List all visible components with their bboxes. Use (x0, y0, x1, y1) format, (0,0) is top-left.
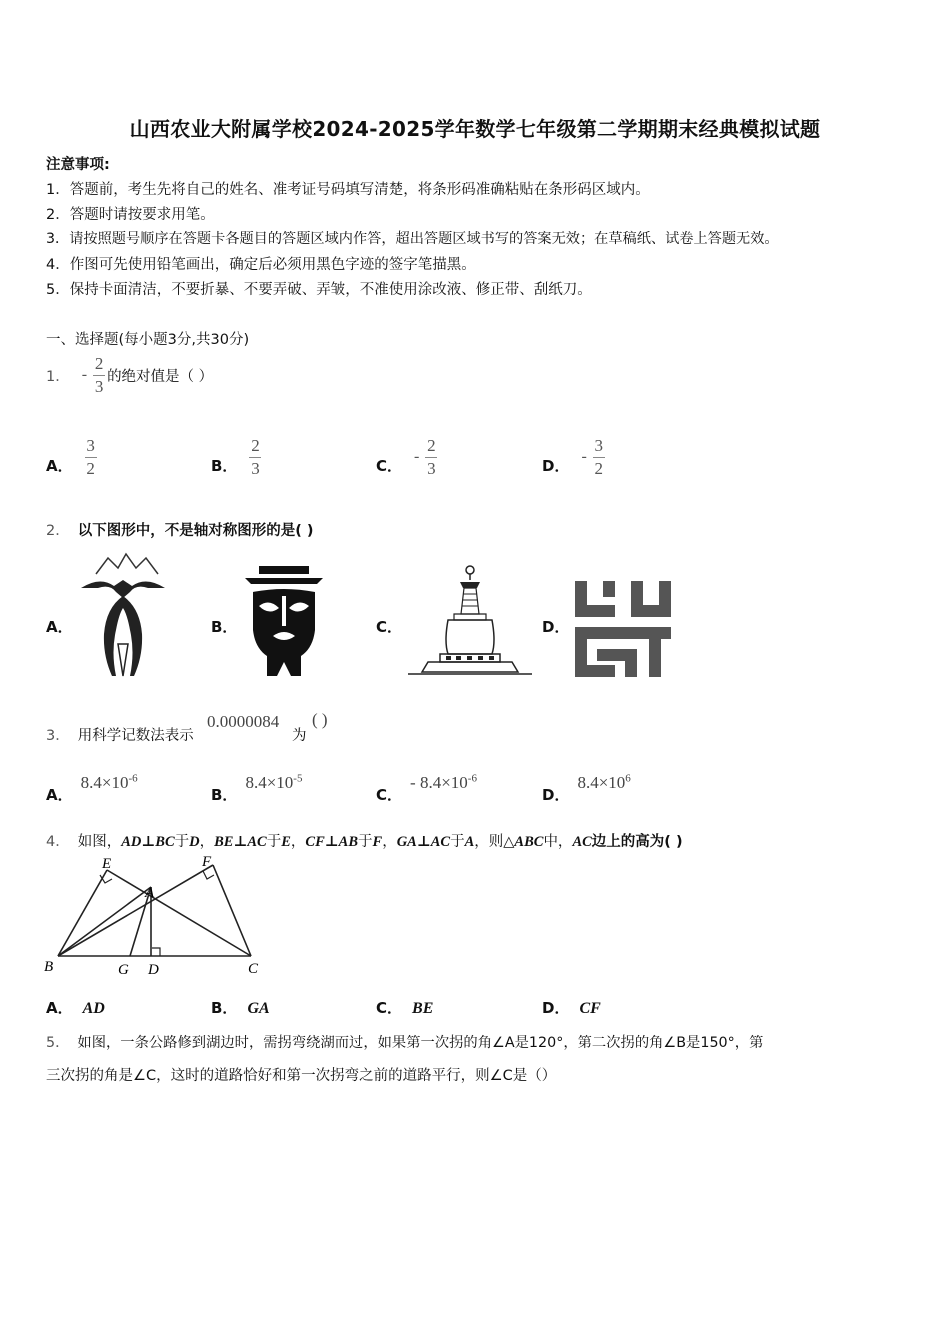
note-item: 3．请按照题号顺序在答题卡各题目的答题区域内作答，超出答题区域书写的答案无效；在草稿纸、试卷上答题无效。 (46, 231, 779, 247)
exponent: 6 (625, 772, 631, 785)
option-label: C． (376, 999, 403, 1017)
q4-option-b[interactable] (211, 997, 270, 1018)
opera-mask-figure[interactable] (243, 566, 325, 678)
fraction-bar (593, 457, 605, 458)
fraction (85, 436, 97, 478)
phoenix-tail (118, 644, 128, 676)
fraction (249, 436, 261, 478)
denominator: 2 (86, 458, 95, 478)
notes-heading: 注意事项: (46, 157, 110, 173)
exponent: -6 (467, 772, 477, 785)
triangle-figure (44, 853, 266, 981)
base-window (478, 656, 483, 660)
fraction (425, 436, 437, 478)
denominator: 3 (427, 458, 436, 478)
crown-line (96, 554, 158, 574)
segment-fb (58, 865, 213, 956)
fraction-bar (249, 457, 261, 458)
question-text: ， (290, 834, 306, 850)
neg-sign: - (410, 773, 420, 792)
segment-fc (213, 865, 251, 956)
pagoda-finial (466, 566, 474, 574)
q1-option-d[interactable] (542, 433, 605, 481)
right-angle-d (152, 948, 160, 956)
q3-option-d[interactable] (542, 772, 631, 804)
neg-sign: - (81, 366, 88, 383)
denominator: 3 (251, 458, 260, 478)
question-number: 2． (46, 523, 70, 539)
maze-block (625, 649, 637, 677)
option-label: A． (46, 786, 73, 804)
q4-option-d[interactable] (542, 997, 601, 1018)
mantissa: 8.4×10 (419, 773, 468, 792)
nose-stripe (282, 596, 286, 626)
q3-option-c[interactable] (376, 772, 477, 804)
denominator: 2 (594, 458, 604, 478)
maze-block (575, 605, 615, 617)
option-label[interactable]: C． (376, 618, 403, 636)
note-item: 1．答题前，考生先将自己的姓名、准考证号码填写清楚，将条形码准确粘贴在条形码区域内。 (46, 182, 650, 198)
question-text: 边上的高为( ) (591, 834, 683, 850)
label-b: B (44, 959, 54, 975)
segment-ec (107, 870, 251, 956)
question-2 (46, 519, 314, 540)
q4-option-a[interactable] (46, 997, 105, 1018)
question-text: 中， (543, 834, 573, 850)
mantissa: 8.4×10 (245, 773, 294, 792)
question-text: 如图，一条公路修到湖边时，需拐弯绕湖而过，如果第一次拐的角∠A是120°，第二次拐的角∠B是150°，第 (77, 1035, 764, 1051)
q1-option-c[interactable] (376, 433, 437, 481)
question-3 (46, 724, 194, 745)
maze-block (575, 581, 587, 605)
phoenix-emblem-figure[interactable] (78, 552, 168, 680)
question-text: 于 (450, 834, 465, 850)
white-pagoda-figure[interactable] (408, 564, 532, 680)
base-window (446, 656, 451, 660)
question-number: 3． (46, 728, 70, 744)
maze-block (659, 581, 671, 605)
wing-band (81, 580, 165, 598)
question-4 (46, 830, 683, 851)
question-5 (46, 1032, 763, 1052)
option-label[interactable]: A． (46, 618, 73, 636)
option-label[interactable]: D． (542, 618, 570, 636)
numerator: 2 (94, 353, 104, 373)
mantissa: 8.4×10 (80, 773, 129, 792)
question-number: 5． (46, 1035, 70, 1051)
section-heading: 一、选择题(每小题3分,共30分) (46, 332, 250, 348)
exponent: -5 (293, 772, 303, 785)
base-window (489, 656, 494, 660)
fraction-bar (93, 375, 105, 376)
maze-block (575, 665, 615, 677)
pagoda-canopy (460, 582, 480, 588)
option-label: C． (376, 786, 403, 804)
q1-option-b[interactable] (211, 433, 261, 481)
maze-block (649, 639, 661, 677)
maze-pattern-figure[interactable] (575, 581, 671, 677)
label-f: F (202, 854, 212, 870)
neg-sign: - (581, 448, 587, 465)
question-text: 于 (358, 834, 373, 850)
option-value: BE (412, 1000, 434, 1017)
math-expr: D (189, 834, 200, 850)
segment-be-side (58, 870, 107, 956)
label-a: A (145, 885, 155, 901)
question-text: 以下图形中，不是轴对称图形的是( ) (77, 523, 314, 539)
exponent: -6 (128, 772, 138, 785)
option-label[interactable]: B． (211, 618, 238, 636)
note-item: 4．作图可先使用铅笔画出，确定后必须用黑色字迹的签字笔描黑。 (46, 257, 476, 273)
maze-block (575, 627, 671, 639)
fraction (93, 354, 105, 396)
denominator: 3 (94, 376, 104, 396)
numerator: 3 (86, 435, 95, 455)
math-expr: CF⊥AB (305, 834, 359, 850)
math-expr: AC (572, 834, 592, 850)
fraction (593, 436, 605, 478)
math-expr: F (372, 834, 383, 850)
question-text-line2: 三次拐的角是∠C，这时的道路恰好和第一次拐弯之前的道路平行，则∠C是（） (46, 1068, 557, 1084)
q4-option-c[interactable] (376, 997, 433, 1018)
option-value: CF (579, 1000, 601, 1017)
math-expr: GA⊥AC (396, 834, 451, 850)
mantissa: 8.4×10 (577, 773, 626, 792)
question-text: 于 (174, 834, 190, 850)
pagoda-spire-body (461, 588, 479, 614)
option-value: AD (82, 1000, 105, 1017)
right-angle-f (203, 871, 214, 879)
question-number: 1． (46, 368, 70, 385)
numerator: 2 (427, 435, 436, 455)
option-label: B． (211, 456, 238, 475)
question-text: 于 (266, 834, 282, 850)
question-text: ， (199, 834, 215, 850)
question-number: 4． (46, 834, 70, 850)
maze-block (603, 581, 615, 597)
q3-option-b[interactable] (211, 772, 303, 804)
math-expr: ABC (514, 834, 544, 850)
q3-option-a[interactable] (46, 772, 138, 804)
base-window (456, 656, 461, 660)
math-expr: AD⊥BC (121, 834, 175, 850)
segment-ba (58, 887, 151, 956)
label-e: E (102, 856, 112, 872)
option-label: C． (376, 456, 403, 475)
numerator: 2 (251, 435, 260, 455)
numerator: 3 (594, 435, 604, 455)
option-label: D． (542, 456, 570, 475)
q1-option-a[interactable] (46, 433, 97, 481)
note-item: 5．保持卡面清洁，不要折暴、不要弄破、弄皱，不准使用涂改液、修正带、刮纸刀。 (46, 282, 592, 298)
maze-block (631, 605, 671, 617)
question-suffix: 为 (292, 728, 307, 744)
question-text: 用科学记数法表示 (77, 728, 194, 744)
option-label: A． (46, 456, 73, 475)
question-text: ， (382, 834, 397, 850)
label-d: D (148, 962, 159, 978)
pagoda-platform (422, 662, 518, 672)
question-text: ，则△ (474, 834, 515, 850)
option-label: B． (211, 786, 238, 804)
option-label: A． (46, 999, 73, 1017)
answer-parenthesis: ( ) (312, 710, 328, 729)
math-expr: BE⊥AC (214, 834, 267, 850)
neg-sign: - (414, 448, 420, 465)
math-expr: A (464, 834, 475, 850)
page-title: 山西农业大附属学校2024-2025学年数学七年级第二学期期末经典模拟试题 (129, 117, 821, 141)
option-label: B． (211, 999, 238, 1017)
math-expr: E (281, 834, 291, 850)
pagoda-dome (446, 620, 494, 654)
fraction-bar (425, 457, 437, 458)
fraction-bar (85, 457, 97, 458)
right-angle-e (100, 875, 112, 883)
note-item: 2．答题时请按要求用笔。 (46, 207, 215, 223)
option-value: GA (247, 1000, 270, 1017)
option-label: D． (542, 999, 570, 1017)
question-text: 如图， (77, 834, 122, 850)
pagoda-neck (454, 614, 486, 620)
label-g: G (118, 962, 129, 978)
question-text: 的绝对值是（ ） (107, 368, 214, 385)
base-window (467, 656, 472, 660)
hat-top (259, 566, 309, 574)
question-1 (46, 352, 213, 398)
hat-brim (245, 578, 323, 584)
label-c: C (248, 961, 259, 977)
option-label: D． (542, 786, 570, 804)
decimal-value: 0.0000084 (207, 712, 280, 731)
